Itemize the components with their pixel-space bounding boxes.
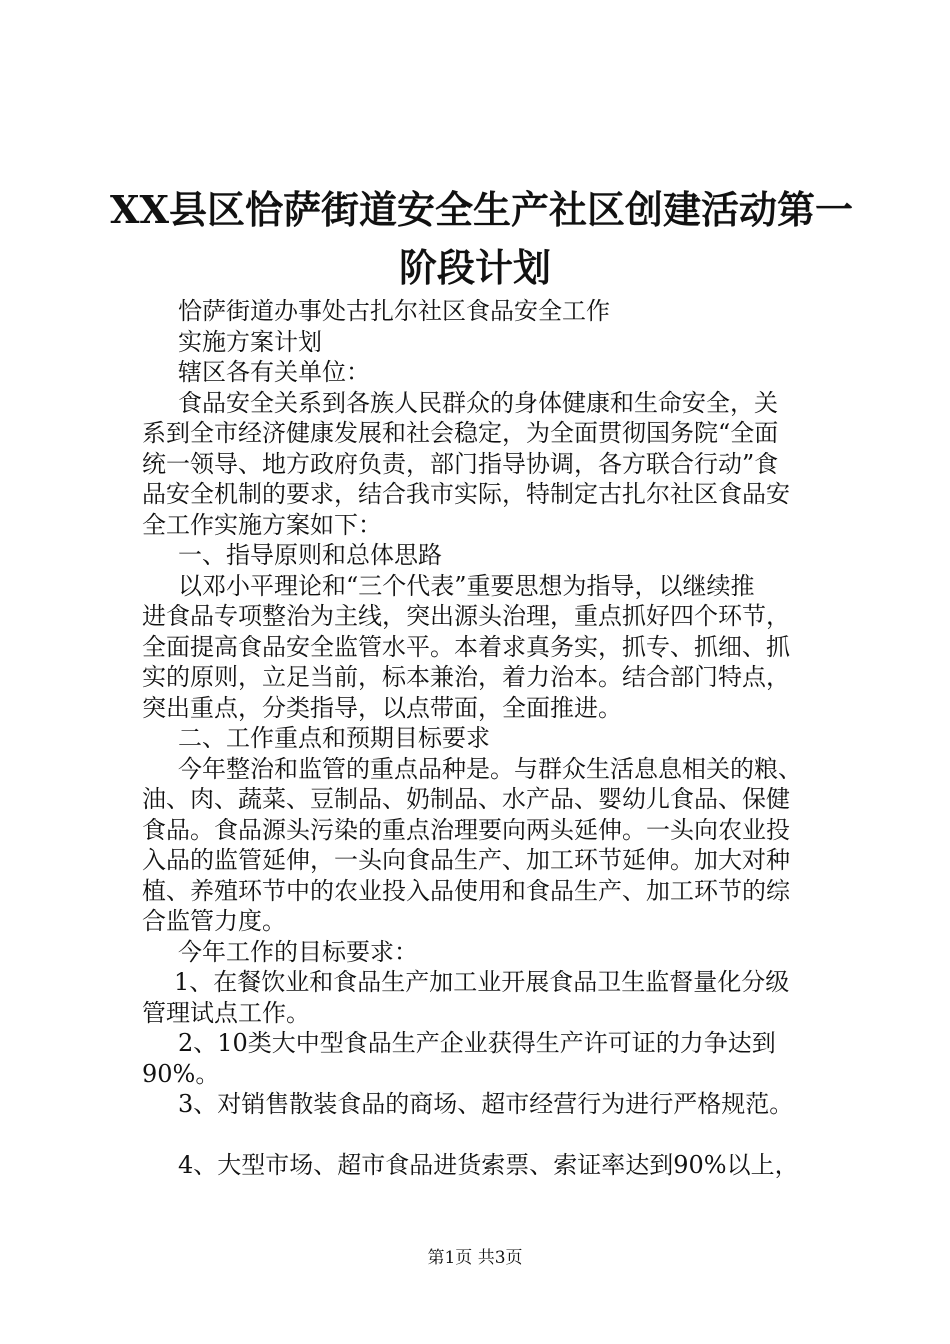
section-heading-1: 一、指导原则和总体思路 [178, 541, 442, 569]
paragraph-line: 今年整治和监管的重点品种是。与群众生活息息相关的粮、 [178, 754, 802, 783]
paragraph-line: 统一领导、地方政府负责，部门指导协调，各方联合行动”食 [142, 449, 779, 478]
paragraph-line: 进食品专项整治为主线，突出源头治理，重点抓好四个环节， [142, 602, 790, 630]
document-body [142, 296, 842, 1180]
paragraph-line: 全面提高食品安全监管水平。本着求真务实，抓专、抓细、抓 [142, 632, 790, 661]
paragraph-line: 实的原则，立足当前，标本兼治，着力治本。结合部门特点， [142, 663, 790, 691]
paragraph-line: 全工作实施方案如下： [142, 510, 382, 539]
goal-item-4: 4、大型市场、超市食品进货索票、索证率达到90%以上， [178, 1150, 799, 1179]
paragraph-line: 食品。食品源头污染的重点治理要向两头延伸。一头向农业投 [142, 815, 790, 844]
salutation: 辖区各有关单位： [178, 358, 370, 386]
goals-heading: 今年工作的目标要求： [178, 937, 418, 966]
page-footer: 第1页 共3页 [427, 1248, 523, 1268]
subtitle-line-1: 恰萨街道办事处古扎尔社区食品安全工作 [178, 297, 610, 325]
paragraph-line: 入品的监管延伸，一头向食品生产、加工环节延伸。加大对种 [142, 846, 790, 874]
blank-line [142, 1120, 842, 1150]
goal-item-2: 2、10类大中型食品生产企业获得生产许可证的力争达到 [178, 1029, 776, 1057]
paragraph-line: 合监管力度。 [142, 907, 286, 935]
paragraph-line: 突出重点，分类指导，以点带面，全面推进。 [142, 693, 622, 722]
subtitle-line-2: 实施方案计划 [178, 327, 322, 356]
goal-item-1: 1、在餐饮业和食品生产加工业开展食品卫生监督量化分级 [174, 968, 790, 996]
paragraph-line: 以邓小平理论和“三个代表”重要思想为指导，以继续推 [178, 571, 755, 600]
paragraph-line: 品安全机制的要求，结合我市实际，特制定古扎尔社区食品安 [142, 480, 790, 508]
goal-item-3: 3、对销售散装食品的商场、超市经营行为进行严格规范。 [178, 1090, 794, 1118]
document-title-line-1: XX县区恰萨街道安全生产社区创建活动第一 [110, 187, 853, 232]
section-heading-2: 二、工作重点和预期目标要求 [178, 724, 490, 752]
paragraph-line: 系到全市经济健康发展和社会稳定，为全面贯彻国务院“全面 [142, 419, 779, 447]
goal-item-1-cont: 管理试点工作。 [142, 998, 310, 1027]
paragraph-line: 食品安全关系到各族人民群众的身体健康和生命安全，关 [178, 388, 778, 417]
paragraph-line: 植、养殖环节中的农业投入品使用和食品生产、加工环节的综 [142, 876, 790, 905]
paragraph-line: 油、肉、蔬菜、豆制品、奶制品、水产品、婴幼儿食品、保健 [142, 785, 790, 813]
goal-item-2-cont: 90%。 [142, 1059, 220, 1088]
document-title-line-2: 阶段计划 [398, 245, 551, 290]
